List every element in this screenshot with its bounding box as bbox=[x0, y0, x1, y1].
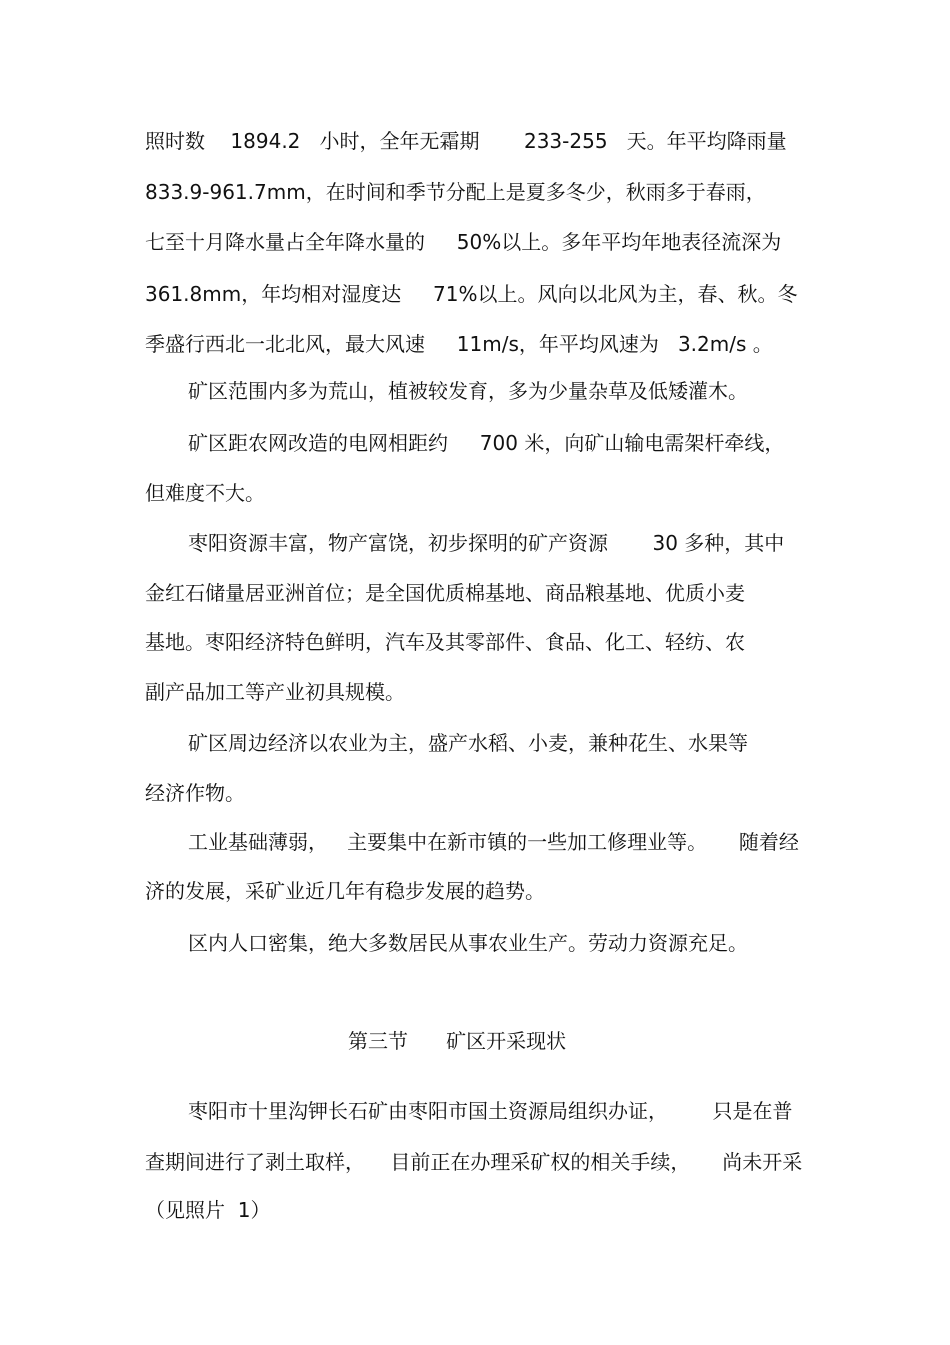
paragraph-line: 经济作物。 bbox=[145, 781, 245, 805]
paragraph-line: 季盛行西北一北北风，最大风速 11m/s，年平均风速为 3.2m/s 。 bbox=[145, 332, 773, 356]
paragraph-line: 361.8mm，年均相对湿度达 71%以上。风向以北风为主，春、秋。冬 bbox=[145, 282, 798, 306]
paragraph-line: 副产品加工等产业初具规模。 bbox=[145, 680, 405, 704]
paragraph-line: 但难度不大。 bbox=[145, 481, 265, 505]
paragraph-line: 833.9-961.7mm，在时间和季节分配上是夏多冬少，秋雨多于春雨， bbox=[145, 180, 766, 204]
paragraph-line: 枣阳市十里沟钾长石矿由枣阳市国土资源局组织办证， 只是在普 bbox=[188, 1099, 793, 1123]
paragraph-line: 枣阳资源丰富，物产富饶，初步探明的矿产资源 30 多种，其中 bbox=[188, 531, 785, 555]
paragraph-line: 工业基础薄弱， 主要集中在新市镇的一些加工修理业等。 随着经 bbox=[188, 830, 799, 854]
paragraph-line: 查期间进行了剥土取样， 目前正在办理采矿权的相关手续， 尚未开采 bbox=[145, 1150, 803, 1174]
paragraph-line: 区内人口密集，绝大多数居民从事农业生产。劳动力资源充足。 bbox=[188, 931, 748, 955]
paragraph-line: 矿区距农网改造的电网相距约 700 米，向矿山输电需架杆牵线， bbox=[188, 431, 785, 455]
paragraph-line: 照时数 1894.2 小时，全年无霜期 233-255 天。年平均降雨量 bbox=[145, 129, 787, 153]
paragraph-line: 济的发展，采矿业近几年有稳步发展的趋势。 bbox=[145, 879, 545, 903]
paragraph-line: 矿区周边经济以农业为主，盛产水稻、小麦，兼种花生、水果等 bbox=[188, 731, 748, 755]
paragraph-line: 矿区范围内多为荒山，植被较发育，多为少量杂草及低矮灌木。 bbox=[188, 379, 748, 403]
paragraph-line: 七至十月降水量占全年降水量的 50%以上。多年平均年地表径流深为 bbox=[145, 230, 782, 254]
paragraph-line: 基地。枣阳经济特色鲜明，汽车及其零部件、食品、化工、轻纺、农 bbox=[145, 630, 745, 654]
paragraph-line: 金红石储量居亚洲首位；是全国优质棉基地、商品粮基地、优质小麦 bbox=[145, 581, 745, 605]
paragraph-line: （见照片 1） bbox=[145, 1198, 271, 1222]
section-heading: 第三节 矿区开采现状 bbox=[348, 1029, 567, 1053]
